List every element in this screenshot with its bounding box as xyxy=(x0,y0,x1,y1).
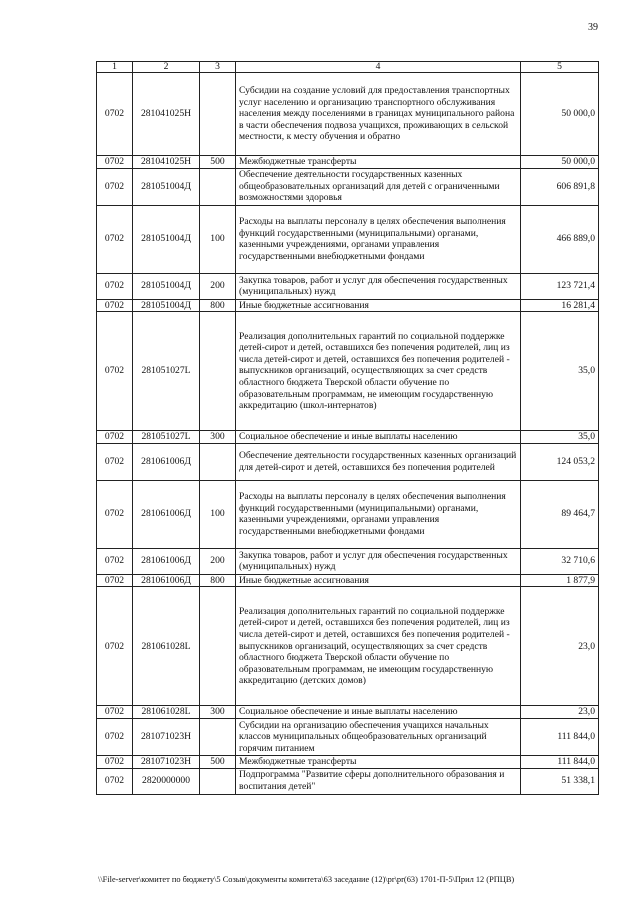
code-cell: 281051027L xyxy=(133,312,200,431)
code-cell: 281061006Д xyxy=(133,574,200,587)
amount-cell: 23,0 xyxy=(521,587,599,706)
code-cell: 281051004Д xyxy=(133,168,200,205)
section-cell: 0702 xyxy=(97,168,133,205)
section-cell: 0702 xyxy=(97,299,133,312)
col-header-section: 1 xyxy=(97,62,133,73)
name-cell: Социальное обеспечение и иные выплаты населению xyxy=(236,431,521,444)
code-cell: 281071023Н xyxy=(133,755,200,768)
table-row xyxy=(97,273,599,299)
type-cell xyxy=(200,587,236,706)
col-header-code: 2 xyxy=(133,62,200,73)
table-row xyxy=(97,156,599,169)
name-cell: Межбюджетные трансферты xyxy=(236,755,521,768)
section-cell: 0702 xyxy=(97,205,133,273)
name-cell: Межбюджетные трансферты xyxy=(236,156,521,169)
table-row xyxy=(97,443,599,480)
type-cell: 300 xyxy=(200,706,236,719)
name-cell: Обеспечение деятельности государственных казенных общеобразовательных организаций для детей с ограниченными возможностями здоровья xyxy=(236,168,521,205)
table-row xyxy=(97,431,599,444)
type-cell: 100 xyxy=(200,205,236,273)
table-row xyxy=(97,768,599,794)
type-cell xyxy=(200,768,236,794)
table-row xyxy=(97,312,599,431)
section-cell: 0702 xyxy=(97,718,133,755)
type-cell xyxy=(200,718,236,755)
type-cell: 500 xyxy=(200,755,236,768)
budget-table xyxy=(96,61,599,795)
table-row xyxy=(97,205,599,273)
section-cell: 0702 xyxy=(97,156,133,169)
section-cell: 0702 xyxy=(97,574,133,587)
table-row xyxy=(97,480,599,548)
code-cell: 281041025Н xyxy=(133,156,200,169)
amount-cell: 50 000,0 xyxy=(521,73,599,156)
type-cell xyxy=(200,73,236,156)
code-cell: 2820000000 xyxy=(133,768,200,794)
amount-cell: 466 889,0 xyxy=(521,205,599,273)
code-cell: 281051004Д xyxy=(133,205,200,273)
section-cell: 0702 xyxy=(97,548,133,574)
section-cell: 0702 xyxy=(97,480,133,548)
col-header-amount: 5 xyxy=(521,62,599,73)
table-row xyxy=(97,587,599,706)
table-row xyxy=(97,168,599,205)
table-row xyxy=(97,755,599,768)
code-cell: 281061006Д xyxy=(133,443,200,480)
amount-cell: 51 338,1 xyxy=(521,768,599,794)
code-cell: 281071023Н xyxy=(133,718,200,755)
col-header-name: 4 xyxy=(236,62,521,73)
type-cell: 800 xyxy=(200,299,236,312)
amount-cell: 16 281,4 xyxy=(521,299,599,312)
code-cell: 281061028L xyxy=(133,587,200,706)
section-cell: 0702 xyxy=(97,443,133,480)
page-number: 39 xyxy=(588,22,598,33)
code-cell: 281061006Д xyxy=(133,548,200,574)
code-cell: 281051004Д xyxy=(133,273,200,299)
amount-cell: 123 721,4 xyxy=(521,273,599,299)
type-cell xyxy=(200,168,236,205)
name-cell: Реализация дополнительных гарантий по социальной поддержке детей-сирот и детей, оставшихся без попечения родителей, лиц из числа детей-сирот и детей, оставшихся без попечения родителей - выпускников организаций, осуществляющих за счет средств областного бюджета Тверской области обучение по образовательным программам, не имеющим государственную аккредитацию (детских домов) xyxy=(236,587,521,706)
section-cell: 0702 xyxy=(97,768,133,794)
amount-cell: 32 710,6 xyxy=(521,548,599,574)
name-cell: Иные бюджетные ассигнования xyxy=(236,574,521,587)
amount-cell: 606 891,8 xyxy=(521,168,599,205)
code-cell: 281041025Н xyxy=(133,73,200,156)
code-cell: 281051027L xyxy=(133,431,200,444)
section-cell: 0702 xyxy=(97,431,133,444)
name-cell: Расходы на выплаты персоналу в целях обеспечения выполнения функций государственными (муниципальными) органами, казенными учреждениями, органами управления государственными внебюджетными фондами xyxy=(236,205,521,273)
section-cell: 0702 xyxy=(97,755,133,768)
name-cell: Закупка товаров, работ и услуг для обеспечения государственных (муниципальных) нужд xyxy=(236,273,521,299)
code-cell: 281051004Д xyxy=(133,299,200,312)
table-row xyxy=(97,574,599,587)
amount-cell: 1 877,9 xyxy=(521,574,599,587)
amount-cell: 35,0 xyxy=(521,431,599,444)
name-cell: Социальное обеспечение и иные выплаты населению xyxy=(236,706,521,719)
amount-cell: 111 844,0 xyxy=(521,755,599,768)
section-cell: 0702 xyxy=(97,73,133,156)
amount-cell: 23,0 xyxy=(521,706,599,719)
name-cell: Субсидии на создание условий для предоставления транспортных услуг населению и организацию транспортного обслуживания населения между поселениями в границах муниципального района в части обеспечения подвоза учащихся, проживающих в сельской местности, к месту обучения и обратно xyxy=(236,73,521,156)
table-row xyxy=(97,706,599,719)
name-cell: Обеспечение деятельности государственных казенных организаций для детей-сирот и детей, оставшихся без попечения родителей xyxy=(236,443,521,480)
code-cell: 281061006Д xyxy=(133,480,200,548)
header-row xyxy=(97,62,599,73)
table-row xyxy=(97,299,599,312)
col-header-type: 3 xyxy=(200,62,236,73)
amount-cell: 35,0 xyxy=(521,312,599,431)
type-cell: 100 xyxy=(200,480,236,548)
table-row xyxy=(97,548,599,574)
type-cell: 200 xyxy=(200,273,236,299)
type-cell: 300 xyxy=(200,431,236,444)
code-cell: 281061028L xyxy=(133,706,200,719)
amount-cell: 50 000,0 xyxy=(521,156,599,169)
file-path-footer: \\File-server\комитет по бюджету\5 Созыв\документы комитета\63 заседание (12)\pr\pr(63) 1701-П-5\Прил 12 (РПЦВ) xyxy=(98,875,515,884)
amount-cell: 111 844,0 xyxy=(521,718,599,755)
table-row xyxy=(97,73,599,156)
name-cell: Субсидии на организацию обеспечения учащихся начальных классов муниципальных общеобразовательных организаций горячим питанием xyxy=(236,718,521,755)
type-cell: 200 xyxy=(200,548,236,574)
name-cell: Расходы на выплаты персоналу в целях обеспечения выполнения функций государственными (муниципальными) органами, казенными учреждениями, органами управления государственными внебюджетными фондами xyxy=(236,480,521,548)
name-cell: Реализация дополнительных гарантий по социальной поддержке детей-сирот и детей, оставшихся без попечения родителей, лиц из числа детей-сирот и детей, оставшихся без попечения родителей - выпускников организаций, осуществляющих за счет средств областного бюджета Тверской области обучение по образовательным программам, не имеющим государственную аккредитацию (школ-интернатов) xyxy=(236,312,521,431)
section-cell: 0702 xyxy=(97,273,133,299)
type-cell: 800 xyxy=(200,574,236,587)
amount-cell: 124 053,2 xyxy=(521,443,599,480)
table-row xyxy=(97,718,599,755)
section-cell: 0702 xyxy=(97,587,133,706)
type-cell xyxy=(200,312,236,431)
name-cell: Закупка товаров, работ и услуг для обеспечения государственных (муниципальных) нужд xyxy=(236,548,521,574)
name-cell: Иные бюджетные ассигнования xyxy=(236,299,521,312)
section-cell: 0702 xyxy=(97,312,133,431)
section-cell: 0702 xyxy=(97,706,133,719)
type-cell: 500 xyxy=(200,156,236,169)
amount-cell: 89 464,7 xyxy=(521,480,599,548)
type-cell xyxy=(200,443,236,480)
name-cell: Подпрограмма "Развитие сферы дополнительного образования и воспитания детей" xyxy=(236,768,521,794)
